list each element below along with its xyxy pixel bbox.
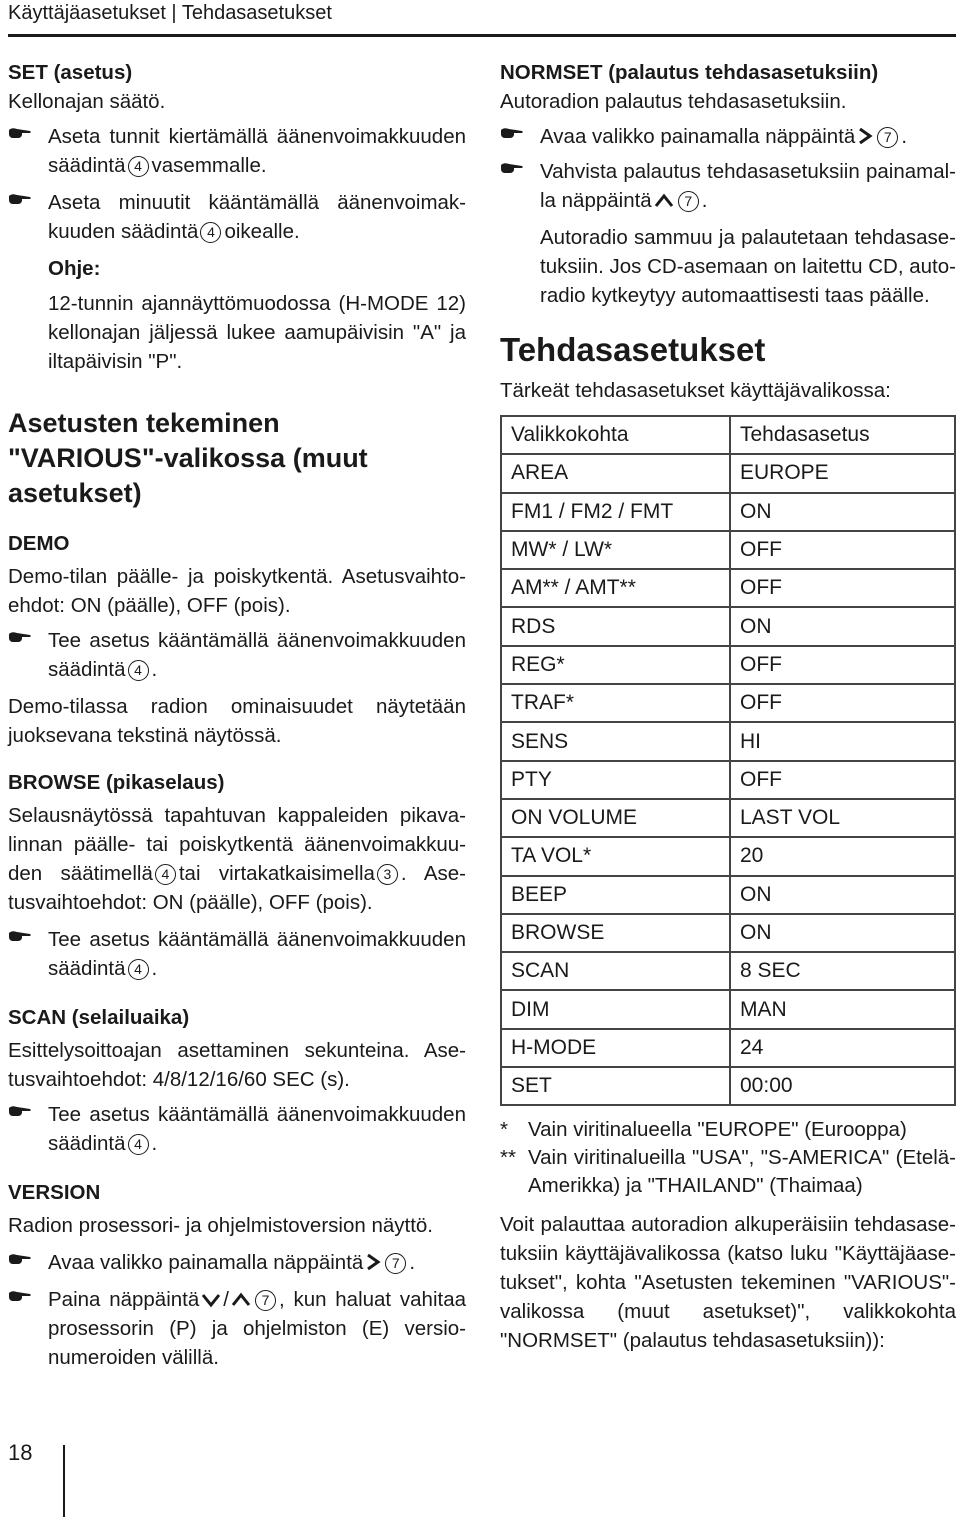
table-row bbox=[501, 837, 955, 875]
menu-item-cell: BROWSE bbox=[501, 914, 730, 952]
browse-desc-part2: tai virtakatkaisimella bbox=[178, 862, 375, 885]
factory-setting-cell: ON bbox=[730, 914, 955, 952]
menu-item-cell: BEEP bbox=[501, 876, 730, 914]
browse-description bbox=[8, 801, 466, 917]
menu-item-cell: RDS bbox=[501, 607, 730, 645]
page-number-divider bbox=[63, 1445, 65, 1517]
menu-item-cell: AM** / AMT** bbox=[501, 569, 730, 607]
set-step-minutes-text-end: oikealle. bbox=[224, 220, 300, 243]
version-heading: VERSION bbox=[8, 1181, 101, 1204]
note-label: Ohje: bbox=[48, 257, 101, 280]
factory-setting-cell: 8 SEC bbox=[730, 952, 955, 990]
version-description: Radion prosessori- ja ohjelmistoversion näyttö. bbox=[8, 1214, 434, 1237]
set-description: Kellonajan säätö. bbox=[8, 90, 166, 113]
arrow-down-icon bbox=[201, 1292, 221, 1308]
demo-note: Demo-tilassa radion ominaisuudet näytetään juoksevana tekstinä näytössä. bbox=[8, 695, 466, 747]
pointing-hand-icon bbox=[500, 161, 524, 175]
normset-step-confirm bbox=[500, 157, 956, 215]
nav-key-number-icon: 7 bbox=[385, 1253, 406, 1274]
normset-step-open bbox=[500, 122, 956, 151]
factory-setting-cell: OFF bbox=[730, 531, 955, 569]
menu-item-cell: TRAF* bbox=[501, 684, 730, 722]
menu-item-cell: ON VOLUME bbox=[501, 799, 730, 837]
factory-settings-table bbox=[500, 415, 956, 1106]
normset-heading: NORMSET (palautus tehdasasetuksiin) bbox=[500, 61, 879, 84]
browse-heading: BROWSE (pikaselaus) bbox=[8, 771, 225, 794]
arrow-right-icon bbox=[365, 1253, 381, 1271]
factory-setting-cell: 24 bbox=[730, 1029, 955, 1067]
set-heading: SET (asetus) bbox=[8, 61, 133, 84]
power-switch-number-icon: 3 bbox=[377, 864, 398, 885]
demo-description: Demo-tilan päälle- ja poiskytkentä. Asetusvaihtoehdot: ON (päälle), OFF (pois). bbox=[8, 565, 466, 617]
table-row bbox=[501, 914, 955, 952]
version-step-open-text: Avaa valikko painamalla näppäintä bbox=[48, 1251, 364, 1274]
arrow-right-icon bbox=[857, 127, 873, 145]
version-step-toggle bbox=[8, 1285, 466, 1372]
pointing-hand-icon bbox=[8, 1104, 32, 1118]
demo-step-text: Tee asetus kääntämällä äänenvoimakkuuden säädintä bbox=[48, 629, 466, 681]
scan-step-text-end: . bbox=[151, 1132, 158, 1155]
pointing-hand-icon bbox=[8, 1252, 32, 1266]
menu-item-cell: SET bbox=[501, 1067, 730, 1105]
pointing-hand-icon bbox=[500, 126, 524, 140]
closing-paragraph: Voit palauttaa autoradion alkuperäisiin tehdasasetuksiin käyttäjävalikossa (katso luku "Käyttäjäasetukset", kohta "Asetusten tekeminen "VARIOUS"-valikossa (muut asetukset)", valikkokohta "NORMSET" (palautus tehdasasetuksiin)): bbox=[500, 1213, 956, 1353]
footnote-2 bbox=[500, 1144, 956, 1200]
browse-step-text: Tee asetus kääntämällä äänenvoimakkuuden säädintä bbox=[48, 928, 466, 980]
pointing-hand-icon bbox=[8, 192, 32, 206]
menu-item-cell: REG* bbox=[501, 646, 730, 684]
version-step-open bbox=[8, 1248, 466, 1277]
demo-step bbox=[8, 626, 466, 684]
menu-item-cell: FM1 / FM2 / FMT bbox=[501, 493, 730, 531]
table-row bbox=[501, 493, 955, 531]
normset-result: Autoradio sammuu ja palautetaan tehdasasetuksiin. Jos CD-asemaan on laitettu CD, autoradio kytkeytyy automaattisesti taas päälle. bbox=[540, 226, 956, 307]
factory-setting-cell: HI bbox=[730, 722, 955, 760]
volume-knob-number-icon: 4 bbox=[128, 1134, 149, 1155]
normset-step-confirm-text-end: . bbox=[701, 189, 708, 212]
browse-step bbox=[8, 925, 466, 983]
volume-knob-number-icon: 4 bbox=[128, 156, 149, 177]
version-step-open-text-end: . bbox=[409, 1251, 416, 1274]
factory-setting-cell: OFF bbox=[730, 761, 955, 799]
set-step-minutes-text: Aseta minuutit kääntämällä äänenvoimakkuuden säädintä bbox=[48, 191, 466, 243]
browse-desc-part1: Selausnäytössä tapahtuvan kappaleiden pikavalinnan päälle- tai poiskytkentä äänenvoimakkuuden säätimellä bbox=[8, 804, 466, 885]
factory-setting-cell: EUROPE bbox=[730, 454, 955, 492]
demo-heading: DEMO bbox=[8, 532, 70, 555]
arrow-up-icon bbox=[654, 193, 674, 209]
table-row bbox=[501, 531, 955, 569]
pointing-hand-icon bbox=[8, 126, 32, 140]
table-row bbox=[501, 876, 955, 914]
footnote-1-text: Vain viritinalueella "EUROPE" (Eurooppa) bbox=[528, 1118, 907, 1142]
column-header-factory-setting: Tehdasasetus bbox=[730, 416, 955, 454]
factory-setting-cell: ON bbox=[730, 876, 955, 914]
factory-setting-cell: LAST VOL bbox=[730, 799, 955, 837]
browse-desc-part3: . Asetusvaihtoehdot: ON (päälle), OFF (pois). bbox=[8, 862, 466, 914]
factory-setting-cell: 20 bbox=[730, 837, 955, 875]
factory-intro: Tärkeät tehdasasetukset käyttäjävalikossa: bbox=[500, 379, 891, 402]
factory-setting-cell: OFF bbox=[730, 569, 955, 607]
set-step-hours bbox=[8, 122, 466, 180]
note-text: 12-tunnin ajannäyttömuodossa (H-MODE 12) kellonajan jäljessä lukee aamupäivisin "A" ja iltapäivisin "P". bbox=[48, 292, 466, 373]
set-step-hours-text: Aseta tunnit kiertämällä äänenvoimakkuuden säädintä bbox=[48, 125, 466, 177]
scan-step-text: Tee asetus kääntämällä äänenvoimakkuuden säädintä bbox=[48, 1103, 466, 1155]
nav-key-number-icon: 7 bbox=[877, 127, 898, 148]
factory-setting-cell: OFF bbox=[730, 684, 955, 722]
volume-knob-number-icon: 4 bbox=[155, 864, 176, 885]
left-column bbox=[8, 58, 466, 1372]
menu-item-cell: AREA bbox=[501, 454, 730, 492]
browse-step-text-end: . bbox=[151, 957, 158, 980]
factory-setting-cell: 00:00 bbox=[730, 1067, 955, 1105]
version-step-toggle-text: Paina näppäintä bbox=[48, 1288, 200, 1311]
table-row bbox=[501, 1029, 955, 1067]
menu-item-cell: DIM bbox=[501, 990, 730, 1028]
volume-knob-number-icon: 4 bbox=[200, 222, 221, 243]
menu-item-cell: H-MODE bbox=[501, 1029, 730, 1067]
table-row bbox=[501, 990, 955, 1028]
table-row bbox=[501, 952, 955, 990]
table-row bbox=[501, 646, 955, 684]
nav-key-number-icon: 7 bbox=[678, 191, 699, 212]
set-step-hours-text-end: vasemmalle. bbox=[151, 154, 267, 177]
factory-setting-cell: ON bbox=[730, 607, 955, 645]
volume-knob-number-icon: 4 bbox=[128, 959, 149, 980]
volume-knob-number-icon: 4 bbox=[128, 660, 149, 681]
table-row bbox=[501, 684, 955, 722]
factory-setting-cell: OFF bbox=[730, 646, 955, 684]
normset-step-confirm-text: Vahvista palautus tehdasasetuksiin painamalla näppäintä bbox=[540, 160, 956, 212]
normset-step-open-text-end: . bbox=[901, 125, 908, 148]
factory-heading: Tehdasasetukset bbox=[500, 331, 766, 368]
footnote-1 bbox=[500, 1116, 956, 1144]
factory-setting-cell: MAN bbox=[730, 990, 955, 1028]
nav-key-number-icon: 7 bbox=[255, 1290, 276, 1311]
menu-item-cell: SCAN bbox=[501, 952, 730, 990]
set-step-minutes bbox=[8, 188, 466, 246]
menu-item-cell: SENS bbox=[501, 722, 730, 760]
table-row bbox=[501, 607, 955, 645]
scan-heading: SCAN (selailuaika) bbox=[8, 1006, 190, 1029]
table-row bbox=[501, 722, 955, 760]
scan-description: Esittelysoittoajan asettaminen sekunteina. Asetusvaihtoehdot: 4/8/12/16/60 SEC (s). bbox=[8, 1039, 466, 1091]
menu-item-cell: TA VOL* bbox=[501, 837, 730, 875]
arrow-up-icon bbox=[231, 1292, 251, 1308]
page-header-title: Käyttäjäasetukset | Tehdasasetukset bbox=[8, 2, 332, 24]
table-row bbox=[501, 569, 955, 607]
scan-step bbox=[8, 1100, 466, 1158]
table-row bbox=[501, 454, 955, 492]
footnote-1-mark: * bbox=[500, 1118, 508, 1142]
version-step-toggle-text-end: , kun haluat vahitaa prosessorin (P) ja ohjelmiston (E) versionumeroiden välillä. bbox=[48, 1288, 466, 1369]
page-number: 18 bbox=[8, 1440, 33, 1465]
footnote-2-mark: ** bbox=[500, 1146, 516, 1170]
demo-step-text-end: . bbox=[151, 658, 158, 681]
factory-setting-cell: ON bbox=[730, 493, 955, 531]
table-row bbox=[501, 799, 955, 837]
table-row bbox=[501, 761, 955, 799]
normset-description: Autoradion palautus tehdasasetuksiin. bbox=[500, 90, 847, 113]
menu-item-cell: MW* / LW* bbox=[501, 531, 730, 569]
header-rule bbox=[8, 34, 956, 37]
right-column bbox=[500, 58, 956, 1355]
pointing-hand-icon bbox=[8, 929, 32, 943]
various-section-heading: Asetusten tekeminen "VARIOUS"-valikossa (muut asetukset) bbox=[8, 408, 368, 508]
menu-item-cell: PTY bbox=[501, 761, 730, 799]
table-header-row bbox=[501, 416, 955, 454]
column-header-menu-item: Valikkokohta bbox=[501, 416, 730, 454]
table-row bbox=[501, 1067, 955, 1105]
normset-step-open-text: Avaa valikko painamalla näppäintä bbox=[540, 125, 856, 148]
footnote-2-text: Vain viritinalueilla "USA", "S-AMERICA" (Etelä-Amerikka) ja "THAILAND" (Thaimaa) bbox=[528, 1146, 956, 1198]
pointing-hand-icon bbox=[8, 630, 32, 644]
pointing-hand-icon bbox=[8, 1289, 32, 1303]
version-step-toggle-slash: / bbox=[223, 1288, 229, 1311]
